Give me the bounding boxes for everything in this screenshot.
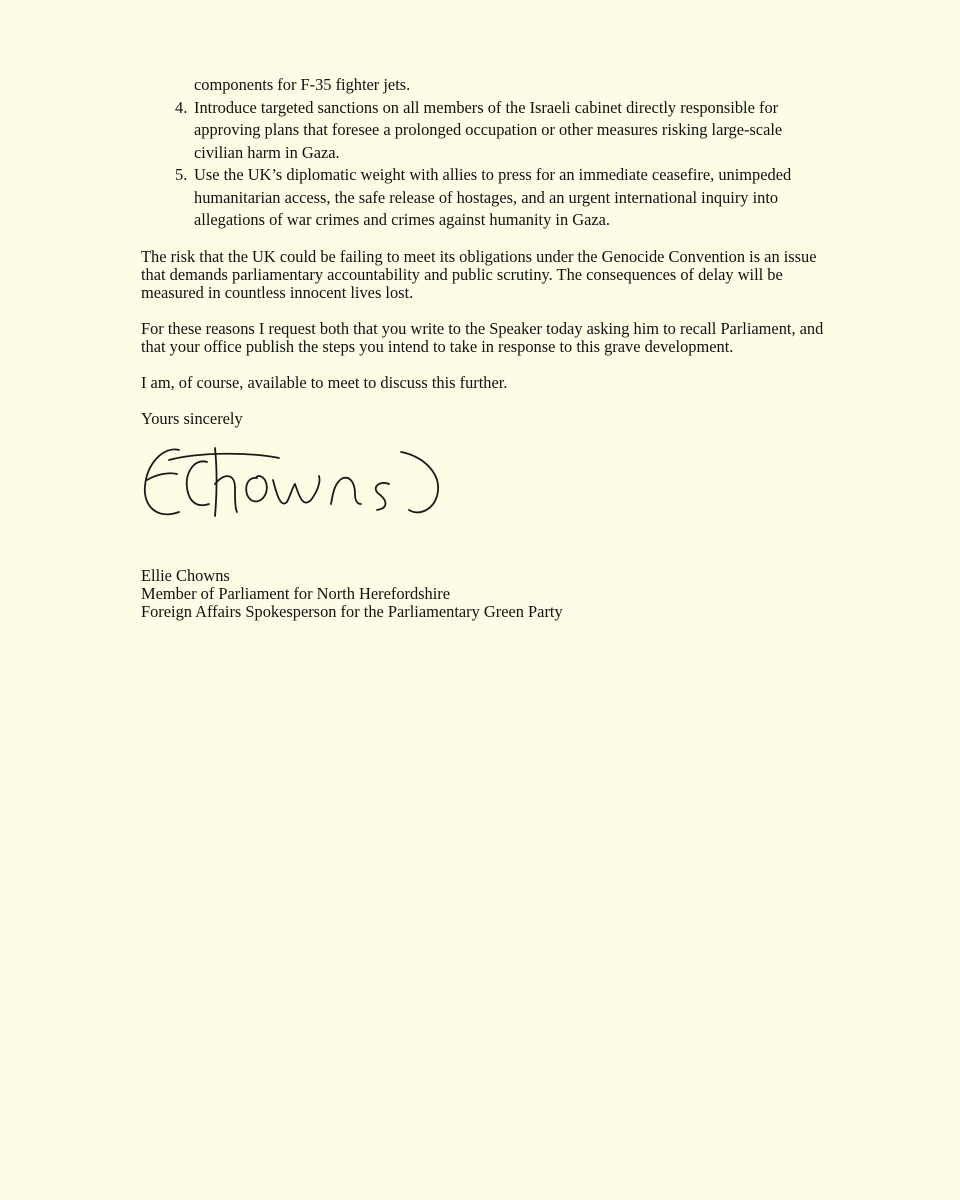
list-item-continuation: [141, 74, 814, 97]
paragraph-meet: I am, of course, available to meet to discuss this further.: [141, 372, 508, 392]
signatory-role: Member of Parliament for North Herefordshire: [141, 583, 451, 603]
demand-text: Use the UK’s diplomatic weight with allies to press for an immediate ceasefire, unimpeded humanitarian access, the safe release of hostages, and an urgent international inquiry into allegations of war crimes and crimes against humanity in Gaza.: [194, 165, 792, 229]
list-item-demand-4: [141, 97, 814, 165]
paragraph-request: For these reasons I request both that you write to the Speaker today asking him to recall Parliament, and that your office publish the steps you intend to take in response to this grave development.: [141, 318, 824, 356]
signatory-name: Ellie Chowns: [141, 565, 230, 585]
demands-list: [141, 74, 831, 232]
signatory-title: Foreign Affairs Spokesperson for the Parliamentary Green Party: [141, 601, 563, 621]
signature-image: [139, 438, 449, 533]
demand-text: Introduce targeted sanctions on all members of the Israeli cabinet directly responsible for approving plans that foresee a prolonged occupation or other measures risking large-scale civilian harm in Gaza.: [194, 97, 783, 162]
letter-body: [141, 74, 831, 621]
paragraph-risk: The risk that the UK could be failing to meet its obligations under the Genocide Convention is an issue that demands parliamentary accountability and public scrutiny. The consequences of delay will be measured in countless innocent lives lost.: [141, 246, 817, 302]
continuation-text: components for F-35 fighter jets.: [194, 75, 411, 94]
list-number: 5.: [175, 165, 188, 184]
list-item-demand-5: [141, 164, 814, 232]
closing-salutation: Yours sincerely: [141, 408, 243, 428]
signature-block: [141, 567, 831, 621]
list-number: 4.: [175, 97, 188, 117]
